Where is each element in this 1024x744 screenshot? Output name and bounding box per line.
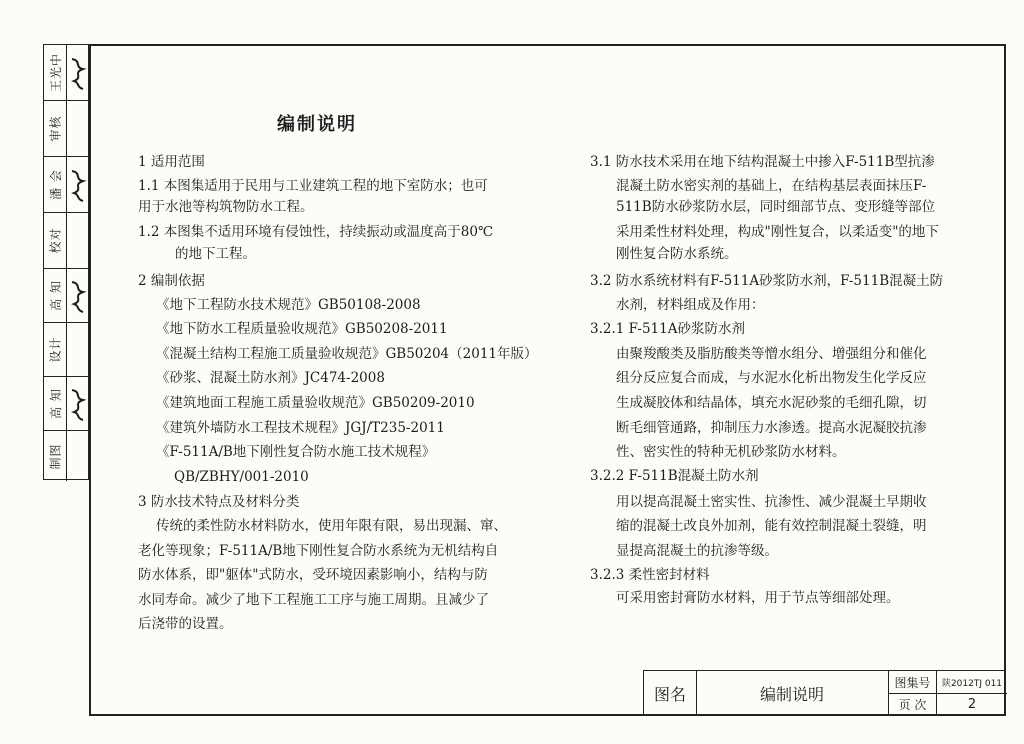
drawing-name-value: 编制说明 bbox=[759, 684, 824, 704]
approval-row bbox=[44, 101, 88, 157]
right-line: 3.2.1 F-511A砂浆防水剂 bbox=[590, 321, 745, 337]
approval-row bbox=[44, 269, 88, 323]
left-line: 水同寿命。减少了地下工程施工工序与施工周期。且减少了 bbox=[138, 592, 489, 608]
approval-role-label: 制图 bbox=[48, 442, 63, 470]
right-line: 3.2.2 F-511B混凝土防水剂 bbox=[590, 468, 759, 484]
atlas-number-value: 陕2012TJ 011 bbox=[941, 678, 1003, 689]
right-line: 用以提高混凝土密实性、抗渗性、减少混凝土早期收 bbox=[616, 494, 927, 510]
approval-row bbox=[44, 431, 88, 481]
approval-row bbox=[44, 213, 88, 269]
page-number-label: 页 次 bbox=[898, 698, 927, 712]
left-line: 1 适用范围 bbox=[138, 154, 205, 170]
approval-row bbox=[44, 157, 88, 213]
left-line: 1.1 本图集适用于民用与工业建筑工程的地下室防水；也可 bbox=[138, 178, 488, 194]
approval-row bbox=[44, 45, 88, 101]
right-line: 显提高混凝土的抗渗等级。 bbox=[616, 543, 778, 559]
right-line: 3.2.3 柔性密封材料 bbox=[590, 567, 710, 583]
left-line: 2 编制依据 bbox=[138, 273, 205, 289]
right-line: 性、密实性的特种无机砂浆防水材料。 bbox=[616, 444, 846, 460]
approval-role-label: 审核 bbox=[48, 115, 63, 142]
left-line: 《建筑地面工程施工质量验收规范》GB50209-2010 bbox=[156, 395, 475, 411]
left-line: 1.2 本图集不适用环境有侵蚀性，持续振动或温度高于80℃ bbox=[138, 224, 494, 240]
approval-row bbox=[44, 377, 88, 431]
left-line: 《F-511A/B地下刚性复合防水施工技术规程》 bbox=[156, 444, 436, 460]
left-line: 防水体系，即"躯体"式防水，受环境因素影响小，结构与防 bbox=[138, 567, 488, 583]
left-line: QB/ZBHY/001-2010 bbox=[174, 469, 309, 485]
right-line: 混凝土防水密实剂的基础上，在结构基层表面抹压F- bbox=[616, 178, 927, 194]
right-line: 缩的混凝土改良外加剂，能有效控制混凝土裂缝，明 bbox=[616, 518, 927, 534]
right-line: 断毛细管通路，抑制压力水渗透。提高水泥凝胶抗渗 bbox=[616, 420, 927, 436]
approval-role-label: 高 知 bbox=[48, 280, 63, 311]
right-line: 可采用密封膏防水材料，用于节点等细部处理。 bbox=[616, 590, 900, 606]
left-line: 《混凝土结构工程施工质量验收规范》GB50204（2011年版） bbox=[156, 346, 538, 362]
page-number-value: 2 bbox=[967, 697, 977, 712]
title-block bbox=[643, 670, 1006, 716]
signature-mark bbox=[67, 157, 88, 212]
left-line: 《地下工程防水技术规范》GB50108-2008 bbox=[156, 297, 421, 313]
left-line: 用于水池等构筑物防水工程。 bbox=[138, 199, 314, 215]
right-line: 3.1 防水技术采用在地下结构混凝土中掺入F-511B型抗渗 bbox=[590, 154, 935, 170]
left-line: 老化等现象；F-511A/B地下刚性复合防水系统为无机结构自 bbox=[138, 543, 499, 559]
signature-mark bbox=[67, 377, 88, 430]
approval-role-label: 校对 bbox=[48, 227, 63, 254]
approval-strip bbox=[43, 44, 89, 480]
left-line: 3 防水技术特点及材料分类 bbox=[138, 494, 300, 510]
approval-role-label: 高 知 bbox=[48, 388, 63, 419]
approval-row bbox=[44, 323, 88, 377]
approval-role-label: 王光中 bbox=[48, 52, 63, 93]
drawing-name-label: 图名 bbox=[653, 684, 686, 704]
page-title: 编制说明 bbox=[277, 114, 357, 135]
right-line: 511B防水砂浆防水层，同时细部节点、变形缝等部位 bbox=[616, 199, 936, 215]
atlas-number-label: 图集号 bbox=[894, 675, 931, 690]
left-line: 传统的柔性防水材料防水，使用年限有限，易出现漏、窜、 bbox=[156, 518, 507, 534]
right-line: 刚性复合防水系统。 bbox=[616, 246, 738, 262]
right-line: 由聚羧酸类及脂肪酸类等憎水组分、增强组分和催化 bbox=[616, 346, 927, 362]
signature-mark bbox=[67, 269, 88, 322]
right-line: 采用柔性材料处理，构成"刚性复合，以柔适变"的地下 bbox=[616, 224, 939, 240]
right-line: 组分反应复合而成，与水泥水化析出物发生化学反应 bbox=[616, 370, 927, 386]
right-line: 水剂，材料组成及作用： bbox=[616, 297, 765, 313]
left-line: 的地下工程。 bbox=[175, 246, 256, 262]
signature-mark bbox=[67, 45, 88, 100]
right-line: 生成凝胶体和结晶体，填充水泥砂浆的毛细孔隙，切 bbox=[616, 395, 927, 411]
left-line: 《建筑外墙防水工程技术规程》JGJ/T235-2011 bbox=[156, 420, 445, 436]
approval-role-label: 潘 会 bbox=[48, 169, 63, 200]
left-line: 后浇带的设置。 bbox=[138, 616, 233, 632]
left-line: 《砂浆、混凝土防水剂》JC474-2008 bbox=[156, 370, 385, 386]
approval-role-label: 设计 bbox=[48, 336, 63, 363]
right-line: 3.2 防水系统材料有F-511A砂浆防水剂，F-511B混凝土防 bbox=[590, 273, 944, 289]
left-line: 《地下防水工程质量验收规范》GB50208-2011 bbox=[156, 321, 448, 337]
